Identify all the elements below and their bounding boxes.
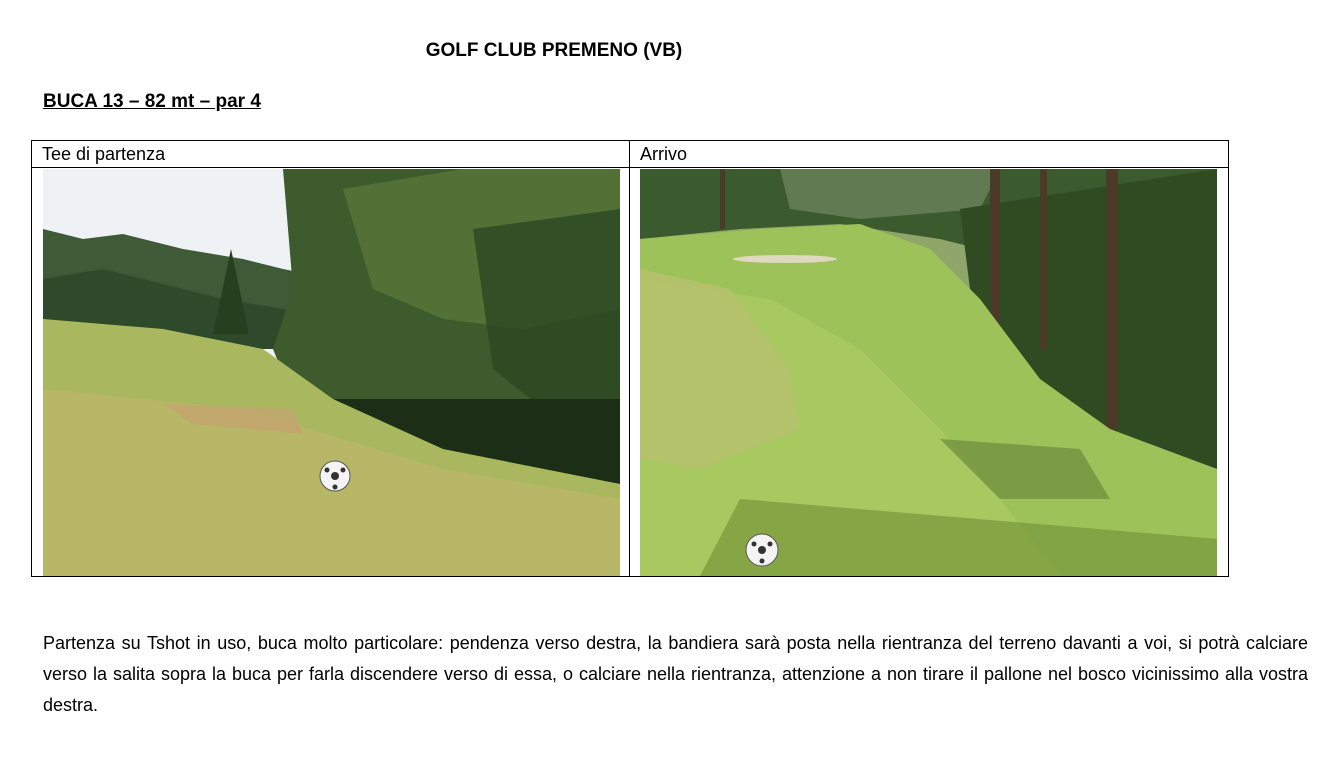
hole-description: Partenza su Tshot in uso, buca molto particolare: pendenza verso destra, la bandiera sarà posta nella rientranza del terreno davanti a voi, si potrà calciare verso la salita sopra la buca per farla discendere verso di essa, o calciare nella rientranza, attenzione a non tirare il pallone nel bosco vicinissimo alla vostra destra. <box>43 633 1308 715</box>
arrival-photo-image <box>640 169 1217 576</box>
arrival-photo-cell <box>630 168 1229 577</box>
tee-photo <box>43 169 620 576</box>
tee-photo-cell <box>32 168 630 577</box>
page-title: GOLF CLUB PREMENO (VB) <box>425 40 683 61</box>
tee-photo-image <box>43 169 620 576</box>
arrival-header: Arrivo <box>630 141 1229 168</box>
tee-header: Tee di partenza <box>32 141 630 168</box>
arrival-photo <box>640 169 1217 576</box>
hole-heading: BUCA 13 – 82 mt – par 4 <box>43 91 261 112</box>
photo-table <box>31 140 1229 577</box>
